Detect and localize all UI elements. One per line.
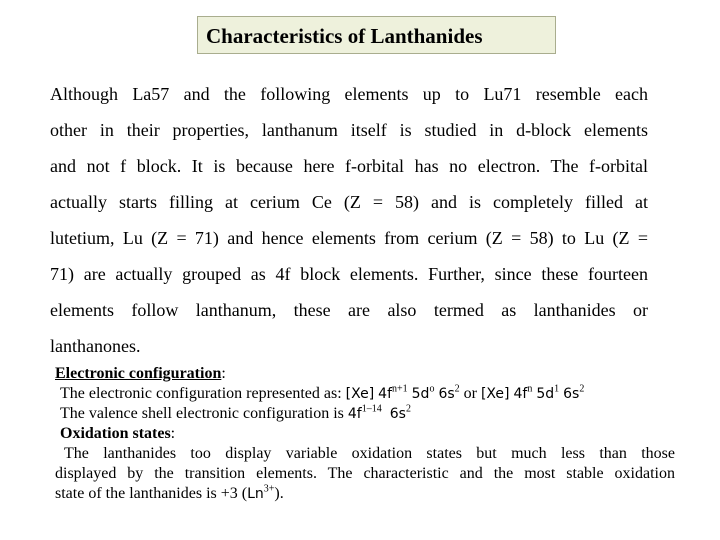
oxidation-heading-row: Oxidation states: <box>60 425 176 442</box>
oxidation-heading: Oxidation states <box>60 425 171 442</box>
configuration-section <box>55 364 675 504</box>
paragraph-line: and not f block. It is because here f-orbital has no electron. The f-orbital <box>50 156 648 176</box>
paragraph-line: 71) are actually grouped as 4f block elements. Further, since these fourteen <box>50 264 648 284</box>
slide-title-text: Characteristics of Lanthanides <box>206 24 483 48</box>
electronic-config-heading: Electronic configuration <box>55 365 222 382</box>
oxidation-line: The lanthanides too display variable oxidation states but much less than those <box>64 445 675 462</box>
paragraph-line: elements follow lanthanum, these are also termed as lanthanides or <box>50 300 648 320</box>
config-line-2: The valence shell electronic configuration is $4f^{1-14}$ $6s^2$ <box>60 403 411 422</box>
config-line-1: The electronic configuration represented as: [Xe] $4f^{n+1}$ $5d^o$ $6s^2$ or [Xe] $4f^n$ $5d^1$ $6s^2$ <box>60 383 585 402</box>
oxidation-line: displayed by the transition elements. The characteristic and the most stable oxidation <box>55 465 675 482</box>
paragraph-line: lanthanones. <box>50 336 141 356</box>
paragraph-line: lutetium, Lu (Z = 71) and hence elements from cerium (Z = 58) to Lu (Z = <box>50 228 648 248</box>
slide-title <box>197 16 556 54</box>
electronic-config-heading-row: Electronic configuration: <box>55 365 226 382</box>
paragraph-line: other in their properties, lanthanum itself is studied in d-block elements <box>50 120 648 140</box>
paragraph-line: actually starts filling at cerium Ce (Z = 58) and is completely filled at <box>50 192 648 212</box>
intro-paragraph <box>50 76 648 364</box>
oxidation-last-line: state of the lanthanides is +3 $(Ln^{3+})$. <box>55 483 284 502</box>
paragraph-line: Although La57 and the following elements up to Lu71 resemble each <box>50 84 648 104</box>
